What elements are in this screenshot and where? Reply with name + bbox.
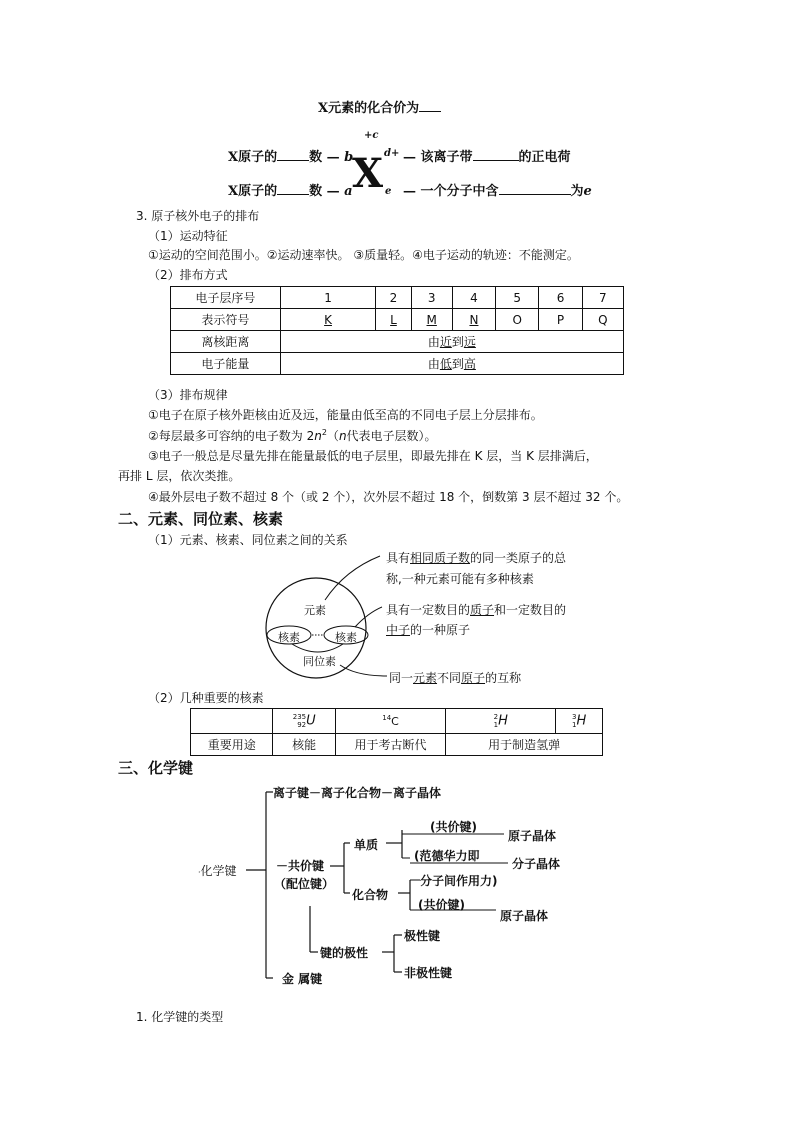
bond-polarity: 键的极性 bbox=[320, 946, 369, 960]
ionic-bond: 离子键－离子化合物－离子晶体 bbox=[273, 786, 442, 800]
valence-right-top: — 该离子带 的正电荷 bbox=[403, 150, 571, 165]
label-nuclide-1: 核素 bbox=[278, 631, 300, 644]
branch-vdw: (范德华力即 bbox=[414, 849, 480, 863]
part2-sub1: （1）元素、核素、同位素之间的关系 bbox=[148, 533, 348, 547]
part2-sub2: （2）几种重要的核素 bbox=[148, 691, 264, 705]
table-cell: O bbox=[496, 309, 539, 331]
note-element-line2: 称,一种元素可能有多种核素 bbox=[386, 572, 534, 586]
note-isotope: 同一元素不同原子的互称 bbox=[389, 671, 522, 685]
row-label: 电子能量 bbox=[171, 353, 281, 375]
valence-right-bottom: — 一个分子中含 为e bbox=[403, 184, 592, 199]
table-cell: Q bbox=[582, 309, 623, 331]
polar-bond: 极性键 bbox=[404, 929, 441, 943]
table-cell: 3 bbox=[411, 287, 452, 309]
ion-charge: d+ bbox=[384, 148, 400, 159]
nuclide-c14: $^{14}$C bbox=[335, 709, 445, 734]
table-cell: 用于制造氢弹 bbox=[446, 734, 603, 756]
nuclide-u235: 235 92U bbox=[273, 709, 336, 734]
table-cell: P bbox=[539, 309, 582, 331]
branch-covalent-2: (共价键) bbox=[418, 898, 465, 912]
table-cell: 4 bbox=[452, 287, 495, 309]
note-element: 具有相同质子数的同一类原子的总 bbox=[386, 551, 567, 565]
row-label: 离核距离 bbox=[171, 331, 281, 353]
bond-root: ·化学键 bbox=[198, 864, 237, 878]
table-cell: 由低到高 bbox=[280, 353, 623, 375]
branch-covalent-1: (共价键) bbox=[430, 820, 477, 834]
part3-heading: 三、化学键 bbox=[118, 759, 194, 777]
row-label: 表示符号 bbox=[171, 309, 281, 331]
sub3-heading: （3）排布规律 bbox=[148, 388, 228, 402]
table-cell: 6 bbox=[539, 287, 582, 309]
table-cell: N bbox=[452, 309, 495, 331]
footer-heading: 1. 化学键的类型 bbox=[136, 1010, 224, 1024]
section3-heading: 3. 原子核外电子的排布 bbox=[136, 209, 260, 223]
rule-3-line2: 再排 L 层，依次类推。 bbox=[118, 469, 241, 483]
atomic-crystal-1: 原子晶体 bbox=[508, 829, 557, 843]
atomic-crystal-2: 原子晶体 bbox=[500, 909, 549, 923]
covalent-bond: －共价键 bbox=[276, 859, 325, 873]
branch-intermolecular: 分子间作用力) bbox=[420, 874, 498, 888]
table-cell: M bbox=[411, 309, 452, 331]
table-cell: 2 bbox=[376, 287, 411, 309]
valence-left-bottom: X原子的 数 — a bbox=[228, 184, 353, 199]
molecular-crystal: 分子晶体 bbox=[512, 857, 561, 871]
label-element: 元素 bbox=[304, 604, 326, 617]
row-label: 重要用途 bbox=[191, 734, 273, 756]
sub2-heading: （2）排布方式 bbox=[148, 268, 228, 282]
nonpolar-bond: 非极性键 bbox=[404, 966, 453, 980]
coordinate-bond: （配位键） bbox=[274, 877, 335, 891]
table-cell: 由近到远 bbox=[280, 331, 623, 353]
nuclide-h2: 2 1H bbox=[446, 709, 556, 734]
rule-2: ②每层最多可容纳的电子数为 $2n^2(n$代表电子层数）。 bbox=[148, 428, 437, 443]
valence-title: X元素的化合价为 bbox=[318, 97, 441, 116]
element-symbol: X bbox=[352, 150, 384, 197]
rule-3-line1: ③电子一般总是尽量先排在能量最低的电子层里，即最先排在 K 层，当 K 层排满后， bbox=[148, 449, 598, 463]
valence-left-top: X原子的 数 — b bbox=[228, 150, 354, 165]
note-nuclide: 具有一定数目的质子和一定数目的 bbox=[386, 603, 567, 617]
compound: 化合物 bbox=[352, 888, 389, 902]
label-nuclide-2: 核素 bbox=[335, 631, 357, 644]
table-cell: 1 bbox=[280, 287, 376, 309]
sub1-heading: （1）运动特征 bbox=[148, 229, 228, 243]
table-cell: 用于考古断代 bbox=[335, 734, 445, 756]
table-cell: L bbox=[376, 309, 411, 331]
charge-superscript: +c bbox=[364, 130, 379, 141]
note-nuclide-line2: 中子的一种原子 bbox=[386, 623, 471, 637]
nuclide-h3: 3 1H bbox=[556, 709, 603, 734]
table-cell: K bbox=[280, 309, 376, 331]
row-label: 电子层序号 bbox=[171, 287, 281, 309]
table-cell: 核能 bbox=[273, 734, 336, 756]
part2-heading: 二、元素、同位素、核素 bbox=[118, 510, 284, 528]
atom-count: e bbox=[385, 186, 392, 197]
table-cell: 7 bbox=[582, 287, 623, 309]
rule-1: ①电子在原子核外距核由近及远，能量由低至高的不同电子层上分层排布。 bbox=[148, 408, 543, 422]
label-isotope: 同位素 bbox=[303, 655, 336, 668]
sub1-text: ①运动的空间范围小。②运动速率快。 ③质量轻。④电子运动的轨迹：不能测定。 bbox=[148, 248, 579, 262]
simple-substance: 单质 bbox=[354, 838, 379, 852]
rule-4: ④最外层电子数不超过 8 个（或 2 个），次外层不超过 18 个，倒数第 3 层不超过 32 个。 bbox=[148, 490, 629, 504]
metallic-bond: 金 属键 bbox=[282, 972, 323, 986]
table-cell: 5 bbox=[496, 287, 539, 309]
